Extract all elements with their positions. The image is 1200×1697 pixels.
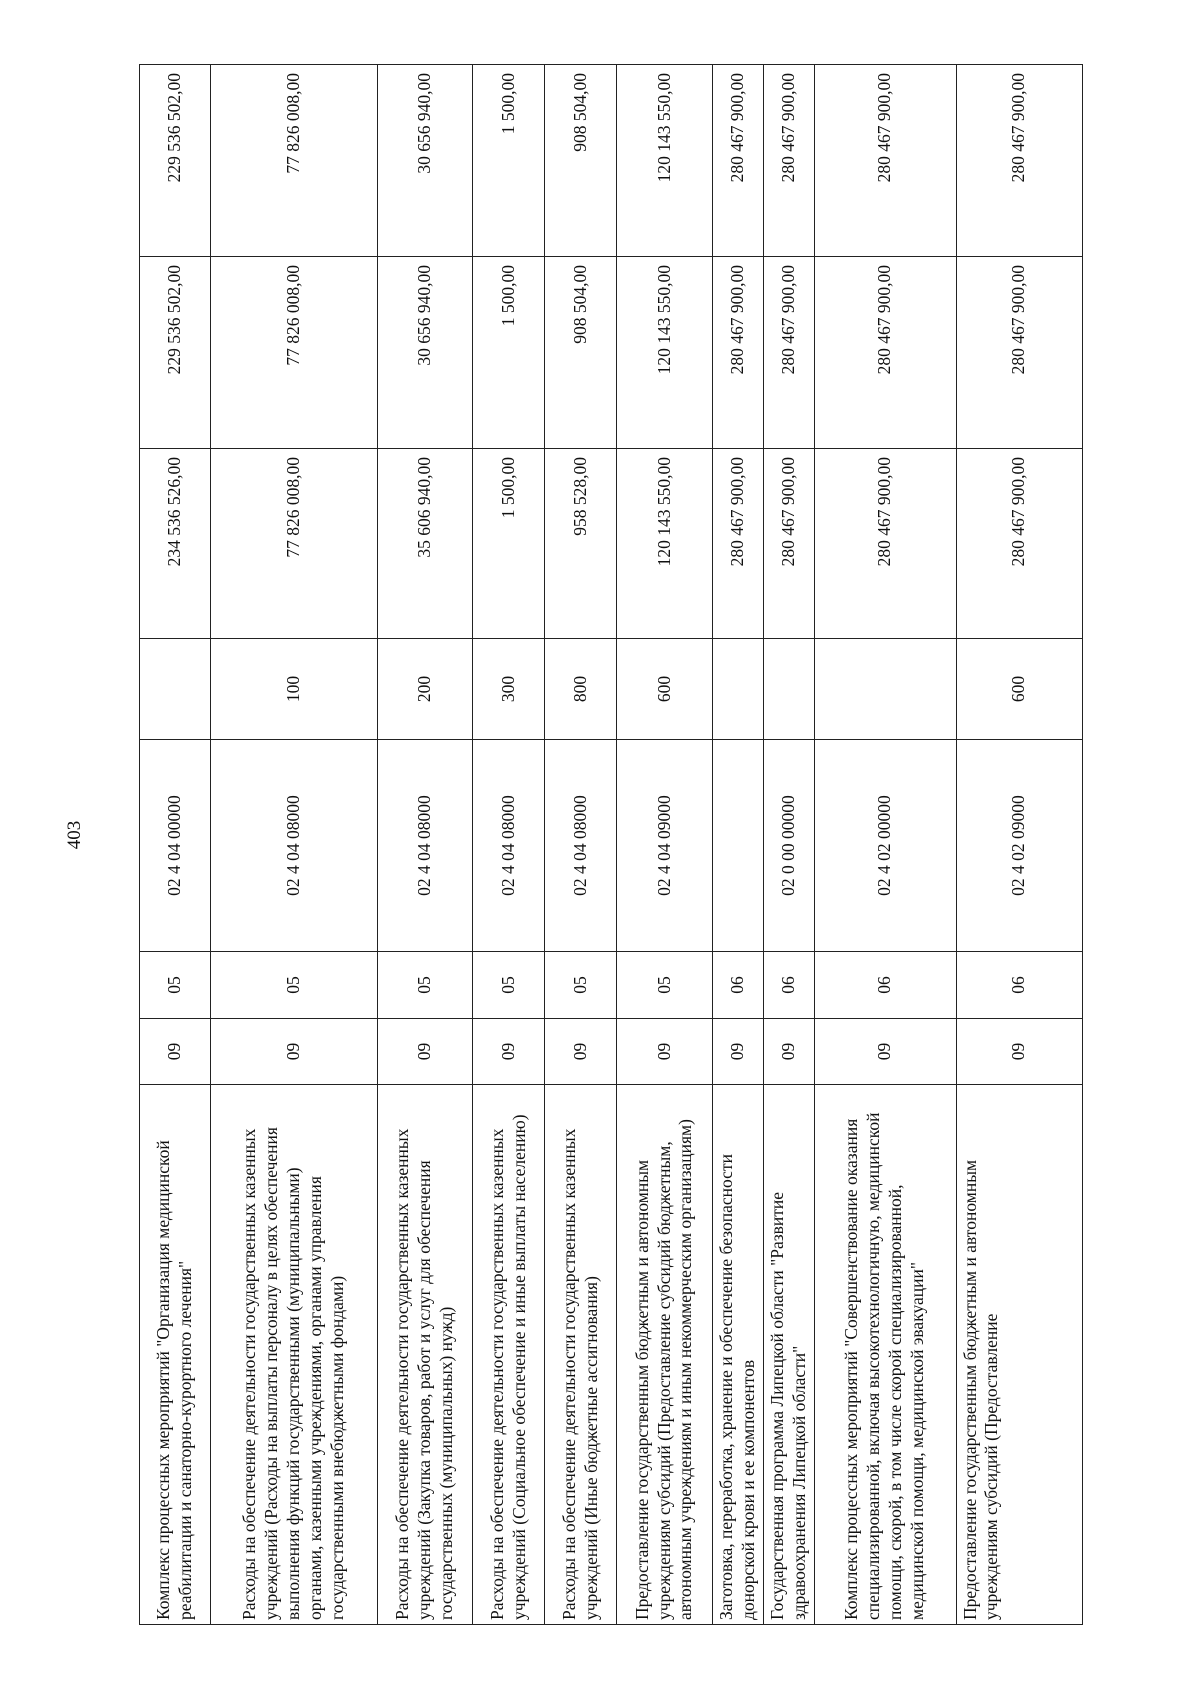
row-vr bbox=[140, 639, 211, 740]
row-sum-3: 908 504,00 bbox=[545, 65, 617, 257]
table-row bbox=[956, 65, 1082, 1625]
row-gr: 09 bbox=[956, 1019, 1082, 1085]
row-vr: 600 bbox=[956, 639, 1082, 740]
row-csr: 02 0 00 00000 bbox=[763, 740, 814, 952]
row-csr: 02 4 04 08000 bbox=[473, 740, 545, 952]
row-vr: 100 bbox=[211, 639, 378, 740]
row-sum-3: 229 536 502,00 bbox=[140, 65, 211, 257]
row-rz: 05 bbox=[617, 952, 713, 1019]
row-sum-1: 280 467 900,00 bbox=[956, 449, 1082, 639]
row-sum-1: 234 536 526,00 bbox=[140, 449, 211, 639]
page-number: 403 bbox=[64, 820, 85, 850]
table-row bbox=[814, 65, 956, 1625]
row-rz: 05 bbox=[545, 952, 617, 1019]
table-row bbox=[378, 65, 473, 1625]
row-rz: 05 bbox=[140, 952, 211, 1019]
table-row bbox=[545, 65, 617, 1625]
row-sum-2: 280 467 900,00 bbox=[713, 257, 764, 449]
table-row bbox=[617, 65, 713, 1625]
row-sum-2: 229 536 502,00 bbox=[140, 257, 211, 449]
row-sum-2: 30 656 940,00 bbox=[378, 257, 473, 449]
row-sum-3: 1 500,00 bbox=[473, 65, 545, 257]
row-sum-1: 1 500,00 bbox=[473, 449, 545, 639]
row-rz: 06 bbox=[713, 952, 764, 1019]
row-vr: 600 bbox=[617, 639, 713, 740]
row-gr: 09 bbox=[713, 1019, 764, 1085]
row-gr: 09 bbox=[617, 1019, 713, 1085]
row-name: Расходы на обеспечение деятельности государственных казенных учреждений (Социальное обеспечение и иные выплаты населению) bbox=[473, 1085, 545, 1625]
row-name: Расходы на обеспечение деятельности государственных казенных учреждений (Расходы на выплаты персоналу в целях обеспечения выполнения функций государственными (муниципальными) органами, казенными учреждениями, органами управления государственными внебюджетными фондами) bbox=[211, 1085, 378, 1625]
row-sum-2: 77 826 008,00 bbox=[211, 257, 378, 449]
row-rz: 05 bbox=[211, 952, 378, 1019]
row-sum-2: 908 504,00 bbox=[545, 257, 617, 449]
row-sum-1: 77 826 008,00 bbox=[211, 449, 378, 639]
row-name: Комплекс процессных мероприятий "Совершенствование оказания специализированной, включая высокотехнологичную, медицинской помощи, скорой, в том числе скорой специализированной, медицинской помощи, медицинской эвакуации" bbox=[814, 1085, 956, 1625]
row-name: Предоставление государственным бюджетным и автономным учреждениям субсидий (Предоставление bbox=[956, 1085, 1082, 1625]
row-gr: 09 bbox=[814, 1019, 956, 1085]
row-vr: 300 bbox=[473, 639, 545, 740]
budget-table bbox=[139, 64, 1083, 1625]
row-sum-2: 280 467 900,00 bbox=[814, 257, 956, 449]
row-vr bbox=[763, 639, 814, 740]
row-gr: 09 bbox=[378, 1019, 473, 1085]
row-sum-3: 30 656 940,00 bbox=[378, 65, 473, 257]
row-gr: 09 bbox=[763, 1019, 814, 1085]
row-vr: 200 bbox=[378, 639, 473, 740]
row-name: Заготовка, переработка, хранение и обеспечение безопасности донорской крови и ее компонентов bbox=[713, 1085, 764, 1625]
row-gr: 09 bbox=[545, 1019, 617, 1085]
table-row bbox=[211, 65, 378, 1625]
row-rz: 06 bbox=[956, 952, 1082, 1019]
row-sum-1: 958 528,00 bbox=[545, 449, 617, 639]
table-body bbox=[140, 65, 1083, 1625]
row-sum-1: 120 143 550,00 bbox=[617, 449, 713, 639]
row-sum-1: 280 467 900,00 bbox=[763, 449, 814, 639]
row-vr: 800 bbox=[545, 639, 617, 740]
row-rz: 06 bbox=[814, 952, 956, 1019]
row-csr bbox=[713, 740, 764, 952]
table-row bbox=[473, 65, 545, 1625]
row-sum-2: 1 500,00 bbox=[473, 257, 545, 449]
rotated-page bbox=[139, 65, 1076, 1625]
row-rz: 05 bbox=[378, 952, 473, 1019]
table-row bbox=[763, 65, 814, 1625]
row-sum-3: 120 143 550,00 bbox=[617, 65, 713, 257]
row-name: Расходы на обеспечение деятельности государственных казенных учреждений (Закупка товаров, работ и услуг для обеспечения государственных (муниципальных) нужд) bbox=[378, 1085, 473, 1625]
row-csr: 02 4 04 00000 bbox=[140, 740, 211, 952]
row-vr bbox=[814, 639, 956, 740]
row-name: Расходы на обеспечение деятельности государственных казенных учреждений (Иные бюджетные ассигнования) bbox=[545, 1085, 617, 1625]
row-sum-1: 280 467 900,00 bbox=[713, 449, 764, 639]
row-vr bbox=[713, 639, 764, 740]
row-sum-1: 280 467 900,00 bbox=[814, 449, 956, 639]
row-sum-2: 280 467 900,00 bbox=[763, 257, 814, 449]
row-csr: 02 4 04 08000 bbox=[378, 740, 473, 952]
row-csr: 02 4 02 00000 bbox=[814, 740, 956, 952]
row-name: Предоставление государственным бюджетным и автономным учреждениям субсидий (Предоставление субсидий бюджетным, автономным учреждениям и иным некоммерческим организациям) bbox=[617, 1085, 713, 1625]
row-sum-3: 280 467 900,00 bbox=[713, 65, 764, 257]
row-sum-3: 280 467 900,00 bbox=[956, 65, 1082, 257]
row-csr: 02 4 04 08000 bbox=[545, 740, 617, 952]
table-row bbox=[140, 65, 211, 1625]
table-row bbox=[713, 65, 764, 1625]
row-sum-3: 280 467 900,00 bbox=[814, 65, 956, 257]
row-name: Комплекс процессных мероприятий "Организация медицинской реабилитации и санаторно-курортного лечения" bbox=[140, 1085, 211, 1625]
row-rz: 05 bbox=[473, 952, 545, 1019]
row-sum-2: 280 467 900,00 bbox=[956, 257, 1082, 449]
row-sum-1: 35 606 940,00 bbox=[378, 449, 473, 639]
row-csr: 02 4 04 08000 bbox=[211, 740, 378, 952]
row-csr: 02 4 02 09000 bbox=[956, 740, 1082, 952]
row-sum-3: 280 467 900,00 bbox=[763, 65, 814, 257]
row-gr: 09 bbox=[140, 1019, 211, 1085]
row-sum-2: 120 143 550,00 bbox=[617, 257, 713, 449]
row-sum-3: 77 826 008,00 bbox=[211, 65, 378, 257]
row-gr: 09 bbox=[211, 1019, 378, 1085]
row-gr: 09 bbox=[473, 1019, 545, 1085]
row-rz: 06 bbox=[763, 952, 814, 1019]
row-csr: 02 4 04 09000 bbox=[617, 740, 713, 952]
row-name: Государственная программа Липецкой области "Развитие здравоохранения Липецкой области" bbox=[763, 1085, 814, 1625]
